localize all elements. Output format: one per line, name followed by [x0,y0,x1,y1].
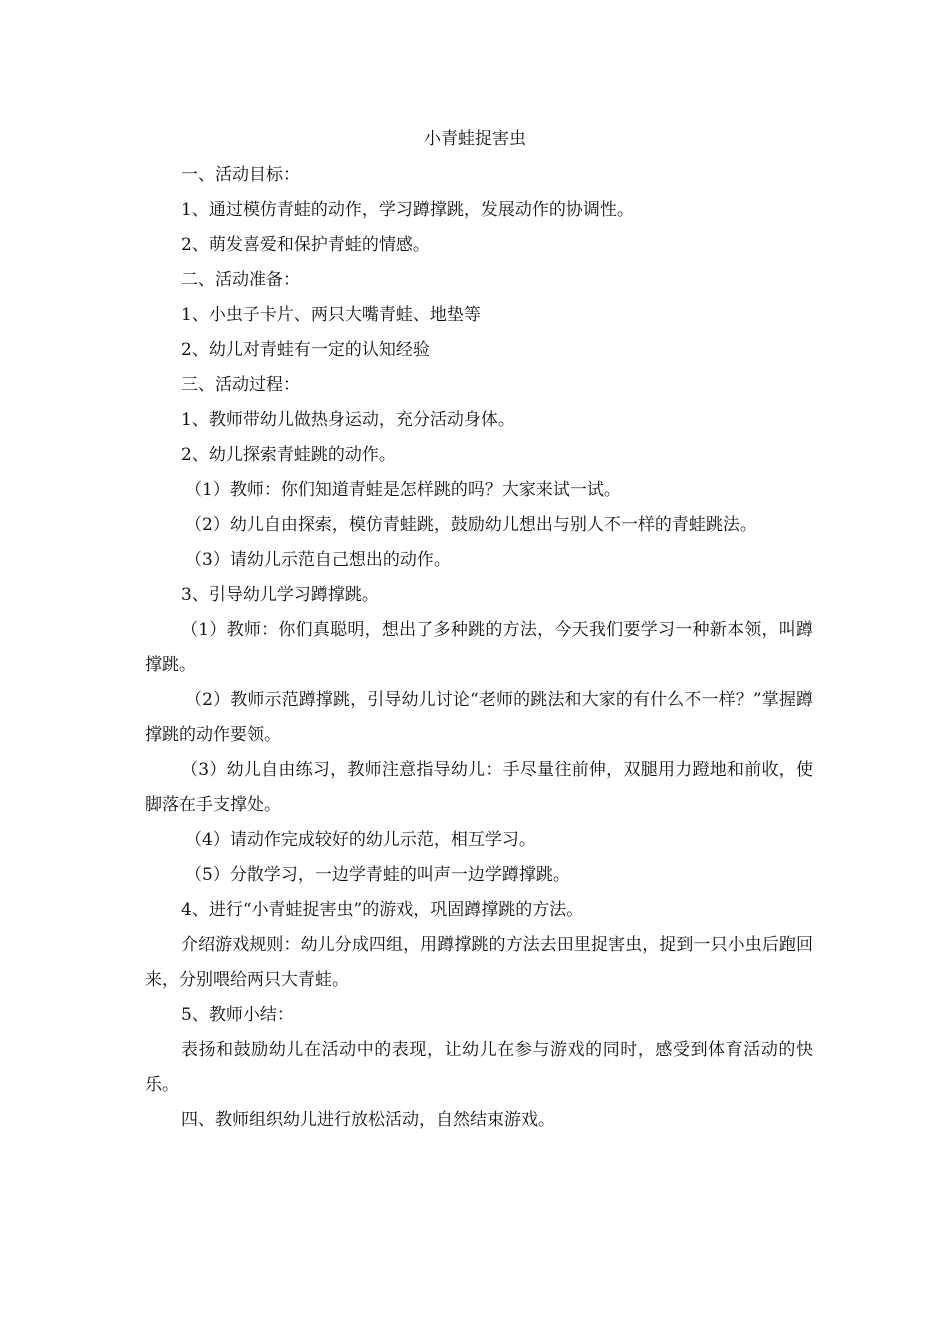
paragraph: 1、小虫子卡片、两只大嘴青蛙、地垫等 [181,305,481,325]
paragraph: （4）请动作完成较好的幼儿示范，相互学习。 [185,830,536,850]
paragraph: 4、进行“小青蛙捉害虫”的游戏，巩固蹲撑跳的方法。 [181,900,584,920]
paragraph: （3）请幼儿示范自己想出的动作。 [185,550,451,570]
paragraph: 2、幼儿探索青蛙跳的动作。 [181,445,396,465]
document-body [145,158,813,1138]
paragraph: （2）教师示范蹲撑跳，引导幼儿讨论“老师的跳法和大家的有什么不一样？”掌握蹲撑跳的动作要领。 [145,690,813,745]
paragraph: 表扬和鼓励幼儿在活动中的表现，让幼儿在参与游戏的同时，感受到体育活动的快乐。 [145,1040,813,1095]
section-heading-process: 三、活动过程： [181,375,300,395]
paragraph: 1、通过模仿青蛙的动作，学习蹲撑跳，发展动作的协调性。 [181,200,634,220]
paragraph: （3）幼儿自由练习，教师注意指导幼儿：手尽量往前伸，双腿用力蹬地和前收，使脚落在手支撑处。 [145,760,813,815]
document-title: 小青蛙捉害虫 [424,129,526,149]
section-heading-closing: 四、教师组织幼儿进行放松活动，自然结束游戏。 [181,1110,555,1130]
paragraph: 介绍游戏规则：幼儿分成四组，用蹲撑跳的方法去田里捉害虫，捉到一只小虫后跑回来，分别喂给两只大青蛙。 [145,935,813,990]
paragraph: （5）分散学习，一边学青蛙的叫声一边学蹲撑跳。 [185,865,570,885]
paragraph: 2、幼儿对青蛙有一定的认知经验 [181,340,430,360]
paragraph: 2、萌发喜爱和保护青蛙的情感。 [181,235,430,255]
paragraph: （1）教师：你们真聪明，想出了多种跳的方法，今天我们要学习一种新本领，叫蹲撑跳。 [145,620,813,675]
paragraph: （1）教师：你们知道青蛙是怎样跳的吗？大家来试一试。 [185,480,621,500]
paragraph: 5、教师小结： [181,1005,294,1025]
section-heading-goals: 一、活动目标： [181,165,300,185]
paragraph: 1、教师带幼儿做热身运动，充分活动身体。 [181,410,515,430]
paragraph: （2）幼儿自由探索，模仿青蛙跳，鼓励幼儿想出与别人不一样的青蛙跳法。 [185,515,757,535]
section-heading-preparation: 二、活动准备： [181,270,300,290]
paragraph: 3、引导幼儿学习蹲撑跳。 [181,585,379,605]
